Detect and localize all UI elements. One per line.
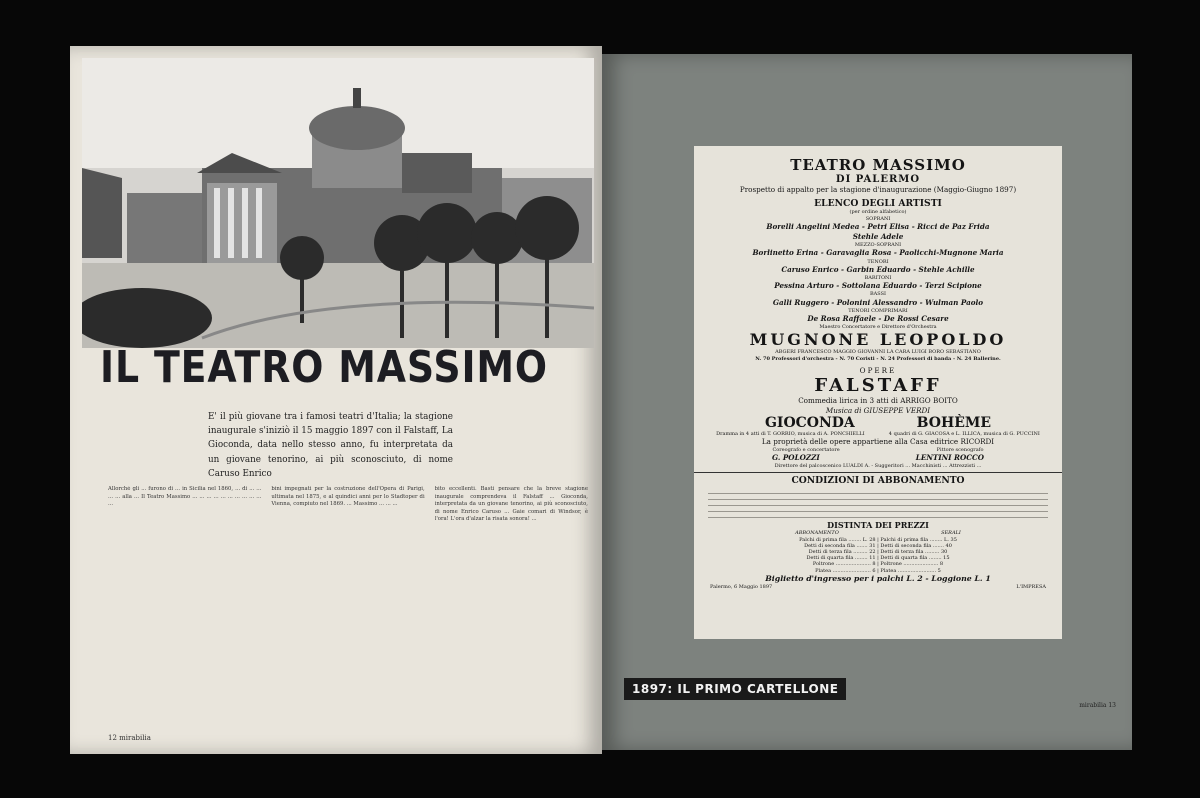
- article-intro: E' il più giovane tra i famosi teatri d'Italia; la stagione inaugurale s'iniziò il 15 maggio 1897 con il Falstaff, La Gioconda, data nello stesso anno, fu interpretata da un giovane tenorino, ai più sconosciuto, di nome Caruso Enrico: [208, 412, 453, 479]
- article-body: [108, 486, 588, 731]
- poster-bassi: Galli Ruggero - Polonini Alessandro - Wulman Paolo: [772, 297, 984, 307]
- poster-gioconda: GIOCONDA: [764, 415, 855, 432]
- poster-coreografo-label: Coreografo e concertatore: [772, 446, 840, 453]
- poster-cat-soprani: SOPRANI: [865, 215, 891, 222]
- poster-comprimari: De Rosa Raffaele - De Rossi Cesare: [807, 314, 949, 324]
- right-page-number: mirabilia 13: [1079, 702, 1116, 709]
- poster-prospetto: Prospetto di appalto per la stagione d'inaugurazione (Maggio-Giugno 1897): [739, 185, 1017, 194]
- article-column-2: bini impegnati per la costruzione dell'Opera di Parigi, ultimata nel 1875, e al quindici anni per lo Stadtoper di Vienna, compiuto nel 1869. ... Massimo ... ... ...: [271, 486, 425, 508]
- poster-prezzi-row: Detti di terza fila ......... 22 | Detti di terza fila ......... 30: [808, 548, 948, 555]
- poster-cat-tenori-comprimari: TENORI COMPRIMARI: [848, 307, 908, 314]
- poster-pittore-label: Pittore scenografo: [936, 446, 984, 453]
- poster-cat-bassi: BASSI: [869, 291, 887, 298]
- poster-abbonamento: ABBONAMENTO: [795, 530, 839, 537]
- cartellone-banner: 1897: IL PRIMO CARTELLONE: [624, 678, 846, 700]
- poster-serali: SERALI: [941, 530, 961, 537]
- poster-baritoni: Pessina Arturo - Sottolana Eduardo - Terzi Scipione: [774, 281, 982, 291]
- poster-sostituti: ABGERI FRANCESCO MAGGIO GIOVANNI LA CARA LUIGI BORO SEBASTIANO: [775, 349, 981, 356]
- cartellone-poster: [694, 146, 1062, 639]
- poster-biglietto: Biglietto d'ingresso per i palchi L. 2 - Loggione L. 1: [765, 573, 991, 583]
- left-page: [70, 46, 602, 754]
- poster-soprani-2: Stehle Adele: [852, 232, 904, 242]
- poster-cat-tenori: TENORI: [867, 258, 889, 265]
- poster-opere: OPERE: [859, 365, 897, 375]
- poster-city: DI PALERMO: [835, 174, 921, 185]
- poster-direttori: Direttore del palcoscenico LUALDI A. - Suggeritori ... Macchinisti ... Attrezzisti ...: [774, 463, 982, 470]
- poster-elenco: ELENCO DEGLI ARTISTI: [814, 198, 942, 210]
- right-page: [602, 54, 1132, 750]
- poster-proprieta: La proprietà delle opere appartiene alla Casa editrice RICORDI: [761, 437, 995, 447]
- poster-distinta: DISTINTA DEI PREZZI: [827, 520, 929, 531]
- poster-tenori: Caruso Enrico - Garbin Eduardo - Stehle Achille: [781, 264, 975, 274]
- poster-orchestra: N. 70 Professori d'orchestra - N. 70 Coristi - N. 24 Professori di banda - N. 24 Ballerine.: [755, 355, 1001, 362]
- poster-prezzi-row: Platea ........................ 6 | Platea ........................ 5: [815, 567, 941, 574]
- poster-prezzi-row: Poltrone ...................... 8 | Poltrone ...................... 8: [812, 561, 944, 568]
- poster-falstaff-desc: Commedia lirica in 3 atti di ARRIGO BOITO: [798, 396, 958, 406]
- poster-prezzi: [694, 537, 1062, 574]
- poster-prezzi-row: Detti di seconda fila ....... 31 | Detti di seconda fila ....... 40: [804, 542, 952, 549]
- poster-maestro: MUGNONE LEOPOLDO: [749, 330, 1007, 350]
- poster-maestro-label: Maestro Concertatore e Direttore d'Orchestra: [819, 324, 937, 331]
- poster-prezzi-row: Detti di quarta fila ........ 11 | Detti di quarta fila ........ 15: [806, 555, 950, 562]
- poster-condizioni-text: [708, 488, 1048, 518]
- poster-prezzi-row: Palchi di prima fila ........ L. 28 | Palchi di prima fila ........ L. 35: [799, 536, 957, 543]
- poster-pittore: LENTINI ROCCO: [915, 452, 984, 462]
- article-column-3: bito eccellenti. Basti pensare che la breve stagione inaugurale comprendeva il Falstaff ... Gioconda, interpretata da un giovane tenorino, ai più sconosciuto, di nome Enrico Caruso ... Gaie comari di Windsor, è l'ora! L'ora d'alzar la risata sonora! ...: [434, 486, 588, 523]
- poster-ordine: (per ordine alfabetico): [849, 209, 907, 216]
- poster-coreografo: G. POLOZZI: [772, 452, 820, 462]
- poster-boheme-desc: 4 quadri di G. GIACOSA e L. ILLICA, musica di G. PUCCINI: [888, 431, 1040, 438]
- poster-falstaff-musica: Musica di GIUSEPPE VERDI: [825, 405, 931, 415]
- poster-falstaff: FALSTAFF: [814, 375, 942, 397]
- poster-boheme: BOHÈME: [916, 415, 992, 432]
- poster-title: TEATRO MASSIMO: [790, 156, 966, 174]
- poster-mezzo: Borlinetto Erina - Garavaglia Rosa - Paolicchi-Mugnone Maria: [752, 248, 1004, 258]
- poster-soprani-1: Borelli Angelini Medea - Petri Elisa - Ricci de Paz Frida: [766, 221, 990, 231]
- poster-condizioni: CONDIZIONI DI ABBONAMENTO: [694, 472, 1062, 486]
- poster-cat-mezzo: MEZZO-SOPRANI: [854, 242, 902, 249]
- poster-cat-baritoni: BARITONI: [864, 275, 892, 282]
- left-page-number: 12 mirabilia: [108, 734, 151, 742]
- poster-gioconda-desc: Dramma in 4 atti di T. GORRIO, musica di A. PONCHIELLI: [716, 431, 865, 438]
- teatro-massimo-photo: [82, 58, 594, 348]
- article-headline: IL TEATRO MASSIMO: [100, 342, 548, 393]
- article-column-1: Allorché gli ... furono di ... in Sicilia nel 1860, ... di ... ... ... ... alla ... Il Teatro Massimo ... ... ... ... ... ... ... ... ... ... ...: [108, 486, 262, 508]
- poster-data: Palermo, 6 Maggio 1897: [710, 583, 773, 590]
- poster-impresa: L'IMPRESA: [1016, 583, 1046, 590]
